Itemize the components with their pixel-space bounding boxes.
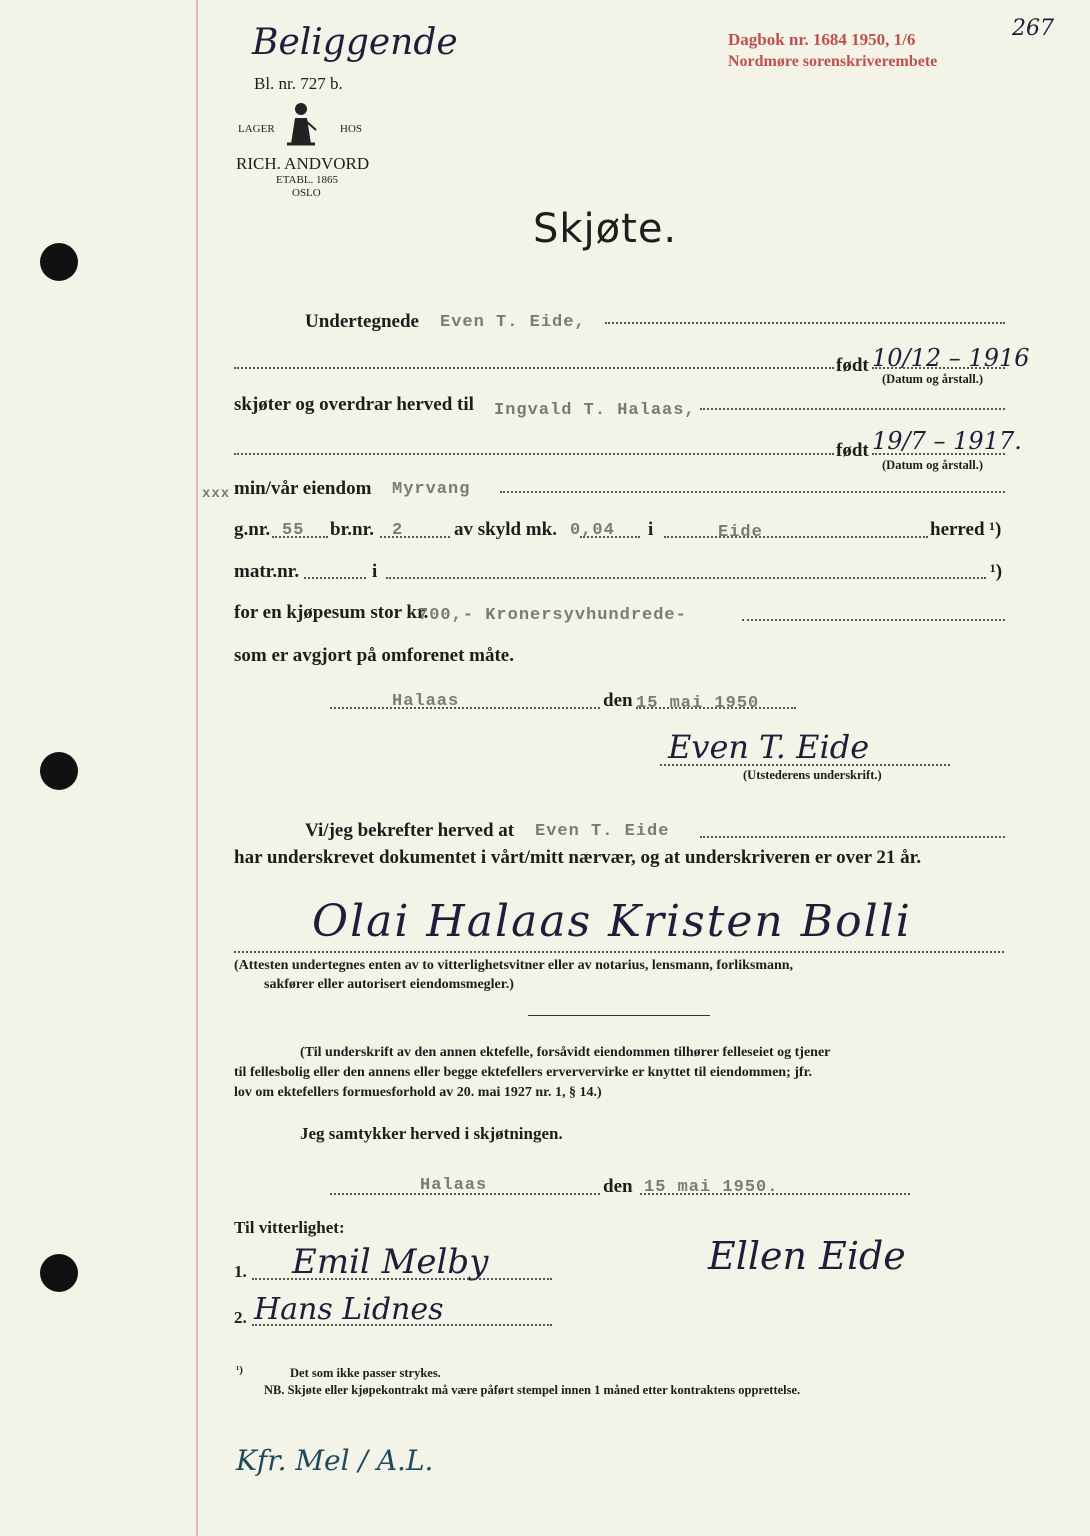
seller-name: Even T. Eide, <box>440 313 586 332</box>
kjopesum-label: for en kjøpesum stor kr. <box>234 602 429 623</box>
attest-note-2: sakfører eller autorisert eiendomsmegler.) <box>264 977 514 992</box>
diary-stamp: Dagbok nr. 1684 1950, 1/6 <box>728 30 916 49</box>
punch-hole <box>40 243 78 281</box>
deed-place: Halaas <box>392 692 460 711</box>
publisher-established: ETABL. 1865 <box>276 174 339 186</box>
undertegnede-label: Undertegnede <box>305 311 419 332</box>
footnote-mark: ¹) <box>236 1364 243 1376</box>
spouse-signature: Ellen Eide <box>708 1234 906 1278</box>
struck-xxx: xxx <box>202 486 231 502</box>
attest-note-1: (Attesten undertegnes enten av to vitterlighetsvitner eller av notarius, lensmann, forliksmann, <box>234 958 794 973</box>
document-title: Skjøte. <box>533 206 678 252</box>
eiendom-label: min/vår eiendom <box>234 478 372 499</box>
datum-label-2: (Datum og årstall.) <box>882 458 984 472</box>
fodt-label-2: født <box>836 440 869 461</box>
form-number: Bl. nr. 727 b. <box>254 74 343 93</box>
matr-label: matr.nr. <box>234 561 300 582</box>
gnr-label: g.nr. <box>234 519 271 540</box>
publisher-name: RICH. ANDVORD <box>236 154 370 173</box>
brnr-value: 2 <box>392 521 404 540</box>
punch-hole <box>40 1254 78 1292</box>
margin-line <box>196 0 198 1536</box>
footnote-2: NB. Skjøte eller kjøpekontrakt må være påført stempel innen 1 måned etter kontraktens opprettelse. <box>264 1383 801 1397</box>
gnr-value: 55 <box>282 521 305 540</box>
spouse-para-1: (Til underskrift av den annen ektefelle, forsåvidt eiendommen tilhører felleseiet og tjener <box>300 1045 831 1060</box>
herred-value: Eide <box>718 523 763 542</box>
skjoter-label: skjøter og overdrar herved til <box>234 394 474 415</box>
brnr-label: br.nr. <box>330 519 375 540</box>
spouse-para-2: til fellesbolig eller den annens eller begge ektefellers erververvirke er knyttet til eiendommen; jfr. <box>234 1065 812 1080</box>
attest-label: Vi/jeg bekrefter herved at <box>305 820 515 841</box>
court-stamp: Nordmøre sorenskriverembete <box>728 53 938 70</box>
seller-birth: 10/12 – 1916 <box>872 344 1030 372</box>
spouse-den-label: den <box>603 1176 633 1197</box>
attest-line2: har underskrevet dokumentet i vårt/mitt nærvær, og at underskriveren er over 21 år. <box>234 847 922 868</box>
buyer-name: Ingvald T. Halaas, <box>494 401 696 420</box>
bottom-handwritten-note: Kfr. Mel / A.L. <box>236 1444 434 1477</box>
den-label: den <box>603 690 633 711</box>
publisher-city: OSLO <box>292 187 321 199</box>
spouse-para-3: lov om ektefellers formuesforhold av 20. mai 1927 nr. 1, § 14.) <box>234 1085 602 1100</box>
witness-1-signature: Emil Melby <box>292 1242 489 1282</box>
deed-date: 15 mai 1950 <box>636 694 760 713</box>
consent-text: Jeg samtykker herved i skjøtningen. <box>300 1124 563 1143</box>
attest-name: Even T. Eide <box>535 822 670 841</box>
vitterlighet-label: Til vitterlighet: <box>234 1218 345 1237</box>
handwritten-heading: Beliggende <box>252 22 458 63</box>
witness-signatures: Olai Halaas Kristen Bolli <box>312 896 912 947</box>
witness-2-number: 2. <box>234 1308 247 1327</box>
witness-2-signature: Hans Lidnes <box>254 1292 444 1327</box>
datum-label: (Datum og årstall.) <box>882 372 984 386</box>
punch-hole <box>40 752 78 790</box>
publisher-hos: HOS <box>340 123 363 135</box>
herred-label: herred ¹) <box>930 519 1002 540</box>
spouse-place: Halaas <box>420 1176 488 1195</box>
spouse-date: 15 mai 1950. <box>644 1178 779 1197</box>
fodt-label: født <box>836 355 869 376</box>
seller-signature: Even T. Eide <box>668 728 870 766</box>
skyld-label: av skyld mk. <box>454 519 557 540</box>
skyld-value: 0,04 <box>570 521 615 540</box>
publisher-lager: LAGER <box>238 123 275 135</box>
i-label: i <box>648 519 654 540</box>
publisher-logo-icon <box>283 100 319 148</box>
utsteder-label: (Utstederens underskrift.) <box>743 768 882 782</box>
kjopesum-value: 700,- Kronersyvhundrede- <box>418 606 687 625</box>
avgjort-text: som er avgjort på omforenet måte. <box>234 645 514 666</box>
buyer-birth: 19/7 – 1917. <box>872 427 1022 455</box>
witness-1-number: 1. <box>234 1262 247 1281</box>
footnote-1: Det som ikke passer strykes. <box>290 1366 441 1380</box>
matr-suffix: ¹) <box>990 561 1003 582</box>
matr-i-label: i <box>372 561 378 582</box>
property-name: Myrvang <box>392 480 471 499</box>
page-number: 267 <box>1012 16 1054 41</box>
